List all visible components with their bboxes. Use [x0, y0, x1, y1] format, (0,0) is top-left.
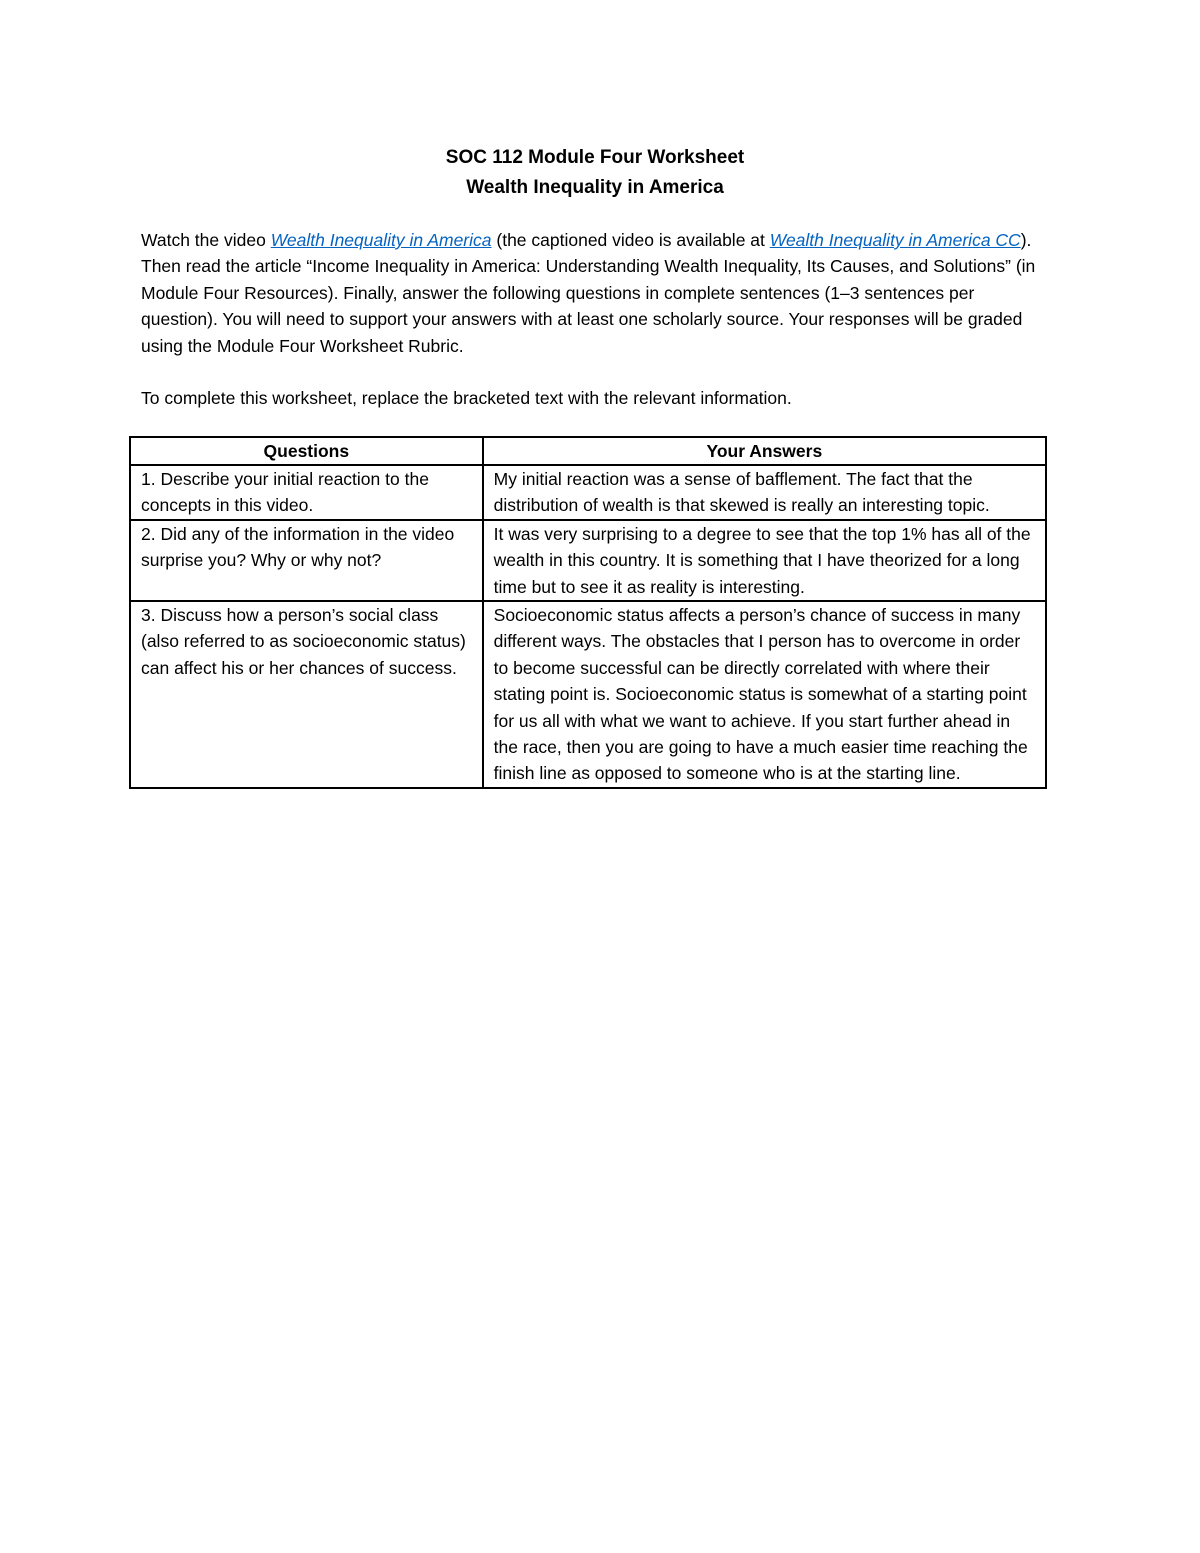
intro-text-2: (the captioned video is available at — [491, 230, 770, 250]
answer-cell[interactable]: Socioeconomic status affects a person’s chance of success in many different ways. The obstacles that I person has to overcome in order to become successful can be directly correlated with where their stating point is. Socioeconomic status is somewhat of a starting point for us all with what we want to achieve. If you start further ahead in the race, then you are going to have a much easier time reaching the finish line as opposed to someone who is at the starting line. — [483, 601, 1046, 788]
document-title: SOC 112 Module Four Worksheet — [445, 147, 745, 168]
title-block — [129, 143, 1061, 203]
document-subtitle: Wealth Inequality in America — [466, 177, 724, 198]
question-cell: 3. Discuss how a person’s social class (also referred to as socioeconomic status) can affect his or her chances of success. — [130, 601, 483, 788]
table-row — [130, 520, 1046, 601]
instruction-paragraph: To complete this worksheet, replace the bracketed text with the relevant information. — [141, 388, 792, 409]
question-cell: 1. Describe your initial reaction to the concepts in this video. — [130, 465, 483, 520]
intro-text-1: Watch the video — [141, 230, 271, 250]
worksheet-page — [141, 143, 1061, 784]
answer-cell[interactable]: My initial reaction was a sense of bafflement. The fact that the distribution of wealth is that skewed is really an interesting topic. — [483, 465, 1046, 520]
answers-header: Your Answers — [483, 437, 1046, 465]
table-row — [130, 601, 1046, 788]
intro-text-3: ). Then read the article “Income Inequality in America: Understanding Wealth Inequality, Its Causes, and Solutions” (in Module Four Resources). Finally, answer the following questions in complete sentences (1–3 sentences per question). You will need to support your answers with at least one scholarly source. Your responses will be graded using the Module Four Worksheet Rubric. — [141, 230, 1036, 356]
table-row — [130, 465, 1046, 520]
question-cell: 2. Did any of the information in the video surprise you? Why or why not? — [130, 520, 483, 601]
captioned-video-link[interactable]: Wealth Inequality in America CC — [769, 230, 1021, 250]
questions-table — [129, 436, 1047, 789]
video-link[interactable]: Wealth Inequality in America — [270, 230, 492, 250]
table-header-row — [130, 437, 1046, 465]
intro-paragraph — [141, 227, 1046, 359]
questions-header: Questions — [130, 437, 483, 465]
answer-cell[interactable]: It was very surprising to a degree to see that the top 1% has all of the wealth in this country. It is something that I have theorized for a long time but to see it as reality is interesting. — [483, 520, 1046, 601]
